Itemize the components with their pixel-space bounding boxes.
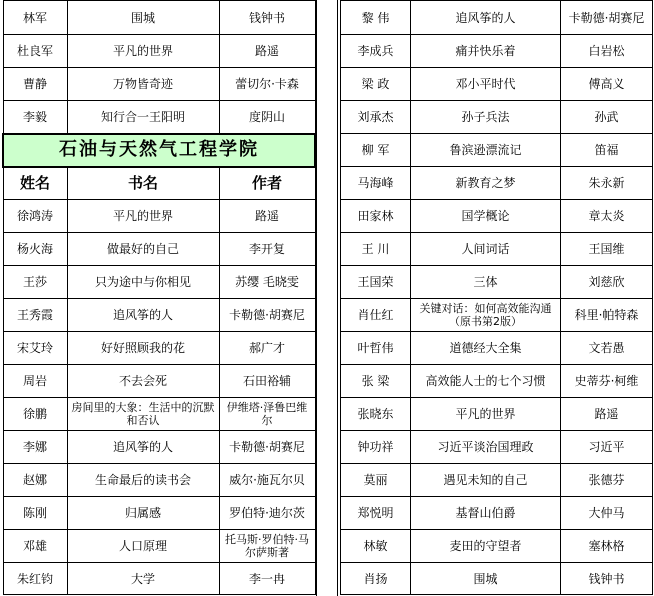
reader-name-cell: 肖仕红	[341, 299, 411, 332]
table-row	[341, 167, 653, 200]
author-cell: 度阴山	[219, 101, 315, 134]
book-title-cell: 做最好的自己	[67, 233, 219, 266]
reader-name-cell: 李成兵	[341, 35, 411, 68]
table-row	[3, 68, 315, 101]
table-row	[341, 200, 653, 233]
reader-name-cell: 叶哲伟	[341, 332, 411, 365]
book-title-cell: 追风筝的人	[67, 299, 219, 332]
author-cell: 路遥	[561, 398, 653, 431]
book-title-cell: 归属感	[67, 497, 219, 530]
book-title-cell: 关键对话：如何高效能沟通（原书第2版）	[411, 299, 561, 332]
book-title-cell: 人间词话	[411, 233, 561, 266]
reader-name-cell: 刘承杰	[341, 101, 411, 134]
reader-name-cell: 林敏	[341, 530, 411, 563]
table-row	[3, 563, 315, 595]
book-title-cell: 知行合一王阳明	[67, 101, 219, 134]
reader-name-cell: 田家林	[341, 200, 411, 233]
author-cell: 李开复	[219, 233, 315, 266]
book-title-cell: 邓小平时代	[411, 68, 561, 101]
author-cell: 路遥	[219, 35, 315, 68]
table-row	[3, 1, 315, 35]
table-row	[341, 464, 653, 497]
header-row	[3, 167, 315, 200]
author-cell: 钱钟书	[219, 1, 315, 35]
book-title-cell: 鲁滨逊漂流记	[411, 134, 561, 167]
reader-name-cell: 李娜	[3, 431, 67, 464]
reader-name-cell: 王 川	[341, 233, 411, 266]
reader-name-cell: 杜良军	[3, 35, 67, 68]
book-title-cell: 大学	[67, 563, 219, 595]
author-cell: 笛福	[561, 134, 653, 167]
reader-name-cell: 张晓东	[341, 398, 411, 431]
author-cell: 卡勒德·胡赛尼	[219, 431, 315, 464]
author-cell: 科里·帕特森	[561, 299, 653, 332]
table-row	[3, 266, 315, 299]
book-title-cell: 围城	[411, 563, 561, 595]
book-title-cell: 道德经大全集	[411, 332, 561, 365]
book-title-cell: 平凡的世界	[67, 35, 219, 68]
author-cell: 文若愚	[561, 332, 653, 365]
author-cell: 塞林格	[561, 530, 653, 563]
author-cell: 郝广才	[219, 332, 315, 365]
table-row	[3, 233, 315, 266]
column-header-name: 姓名	[3, 167, 67, 200]
table-row	[3, 464, 315, 497]
reader-name-cell: 肖扬	[341, 563, 411, 595]
table-row	[341, 266, 653, 299]
table-row	[341, 530, 653, 563]
reader-name-cell: 林军	[3, 1, 67, 35]
table-row	[3, 431, 315, 464]
reader-name-cell: 杨火海	[3, 233, 67, 266]
author-cell: 大仲马	[561, 497, 653, 530]
table-row	[3, 200, 315, 233]
author-cell: 卡勒德·胡赛尼	[561, 1, 653, 35]
table-row	[341, 398, 653, 431]
author-cell: 伊维塔·泽鲁巴维尔	[219, 398, 315, 431]
reader-name-cell: 张 梁	[341, 365, 411, 398]
table-row	[3, 299, 315, 332]
table-row	[3, 398, 315, 431]
table-row	[341, 332, 653, 365]
author-cell: 刘慈欣	[561, 266, 653, 299]
book-title-cell: 基督山伯爵	[411, 497, 561, 530]
book-title-cell: 只为途中与你相见	[67, 266, 219, 299]
reader-name-cell: 周岩	[3, 365, 67, 398]
reader-name-cell: 曹静	[3, 68, 67, 101]
reader-name-cell: 黎 伟	[341, 1, 411, 35]
column-header-author: 作者	[219, 167, 315, 200]
book-title-cell: 新教育之梦	[411, 167, 561, 200]
book-title-cell: 房间里的大象：生活中的沉默和否认	[67, 398, 219, 431]
book-title-cell: 遇见未知的自己	[411, 464, 561, 497]
author-cell: 卡勒德·胡赛尼	[219, 299, 315, 332]
table-row	[341, 365, 653, 398]
author-cell: 白岩松	[561, 35, 653, 68]
table-row	[341, 497, 653, 530]
author-cell: 张德芬	[561, 464, 653, 497]
right-reading-table	[340, 0, 653, 595]
author-cell: 石田裕辅	[219, 365, 315, 398]
reader-name-cell: 柳 军	[341, 134, 411, 167]
book-title-cell: 好好照顾我的花	[67, 332, 219, 365]
reader-name-cell: 邓雄	[3, 530, 67, 563]
book-title-cell: 痛并快乐着	[411, 35, 561, 68]
table-row	[3, 497, 315, 530]
table-row	[341, 101, 653, 134]
book-title-cell: 孙子兵法	[411, 101, 561, 134]
book-title-cell: 麦田的守望者	[411, 530, 561, 563]
reader-name-cell: 赵娜	[3, 464, 67, 497]
author-cell: 史蒂芬·柯维	[561, 365, 653, 398]
author-cell: 罗伯特·迪尔茨	[219, 497, 315, 530]
book-title-cell: 不去会死	[67, 365, 219, 398]
author-cell: 孙武	[561, 101, 653, 134]
author-cell: 托马斯·罗伯特·马尔萨斯著	[219, 530, 315, 563]
column-gap	[316, 0, 338, 596]
reader-name-cell: 梁 政	[341, 68, 411, 101]
reader-name-cell: 王国荣	[341, 266, 411, 299]
book-title-cell: 追风筝的人	[411, 1, 561, 35]
table-row	[341, 233, 653, 266]
table-row	[3, 332, 315, 365]
author-cell: 王国维	[561, 233, 653, 266]
table-row	[3, 35, 315, 68]
table-row	[341, 1, 653, 35]
author-cell: 苏缨 毛晓雯	[219, 266, 315, 299]
reader-name-cell: 王莎	[3, 266, 67, 299]
reader-name-cell: 郑悦明	[341, 497, 411, 530]
reader-name-cell: 钟功祥	[341, 431, 411, 464]
author-cell: 钱钟书	[561, 563, 653, 595]
author-cell: 李一冉	[219, 563, 315, 595]
book-title-cell: 围城	[67, 1, 219, 35]
author-cell: 路遥	[219, 200, 315, 233]
book-title-cell: 高效能人士的七个习惯	[411, 365, 561, 398]
author-cell: 傅高义	[561, 68, 653, 101]
book-title-cell: 习近平谈治国理政	[411, 431, 561, 464]
author-cell: 习近平	[561, 431, 653, 464]
table-row	[3, 101, 315, 134]
reader-name-cell: 朱红钧	[3, 563, 67, 595]
author-cell: 蕾切尔·卡森	[219, 68, 315, 101]
column-header-book: 书名	[67, 167, 219, 200]
section-title-row	[3, 134, 315, 167]
author-cell: 章太炎	[561, 200, 653, 233]
reader-name-cell: 陈刚	[3, 497, 67, 530]
reader-name-cell: 宋艾玲	[3, 332, 67, 365]
book-title-cell: 平凡的世界	[411, 398, 561, 431]
left-reading-table	[2, 0, 316, 595]
reader-name-cell: 徐鹏	[3, 398, 67, 431]
table-row	[341, 431, 653, 464]
reader-name-cell: 马海峰	[341, 167, 411, 200]
table-row	[3, 365, 315, 398]
book-title-cell: 生命最后的读书会	[67, 464, 219, 497]
reader-name-cell: 李毅	[3, 101, 67, 134]
table-row	[3, 530, 315, 563]
table-row	[341, 563, 653, 595]
author-cell: 朱永新	[561, 167, 653, 200]
reader-name-cell: 王秀霞	[3, 299, 67, 332]
reader-name-cell: 徐鸿涛	[3, 200, 67, 233]
reader-name-cell: 莫丽	[341, 464, 411, 497]
table-row	[341, 68, 653, 101]
table-row	[341, 134, 653, 167]
book-title-cell: 国学概论	[411, 200, 561, 233]
author-cell: 威尔·施瓦尔贝	[219, 464, 315, 497]
table-row	[341, 299, 653, 332]
section-title: 石油与天然气工程学院	[3, 134, 315, 167]
book-title-cell: 三体	[411, 266, 561, 299]
book-title-cell: 平凡的世界	[67, 200, 219, 233]
book-title-cell: 万物皆奇迹	[67, 68, 219, 101]
table-row	[341, 35, 653, 68]
book-title-cell: 追风筝的人	[67, 431, 219, 464]
book-title-cell: 人口原理	[67, 530, 219, 563]
